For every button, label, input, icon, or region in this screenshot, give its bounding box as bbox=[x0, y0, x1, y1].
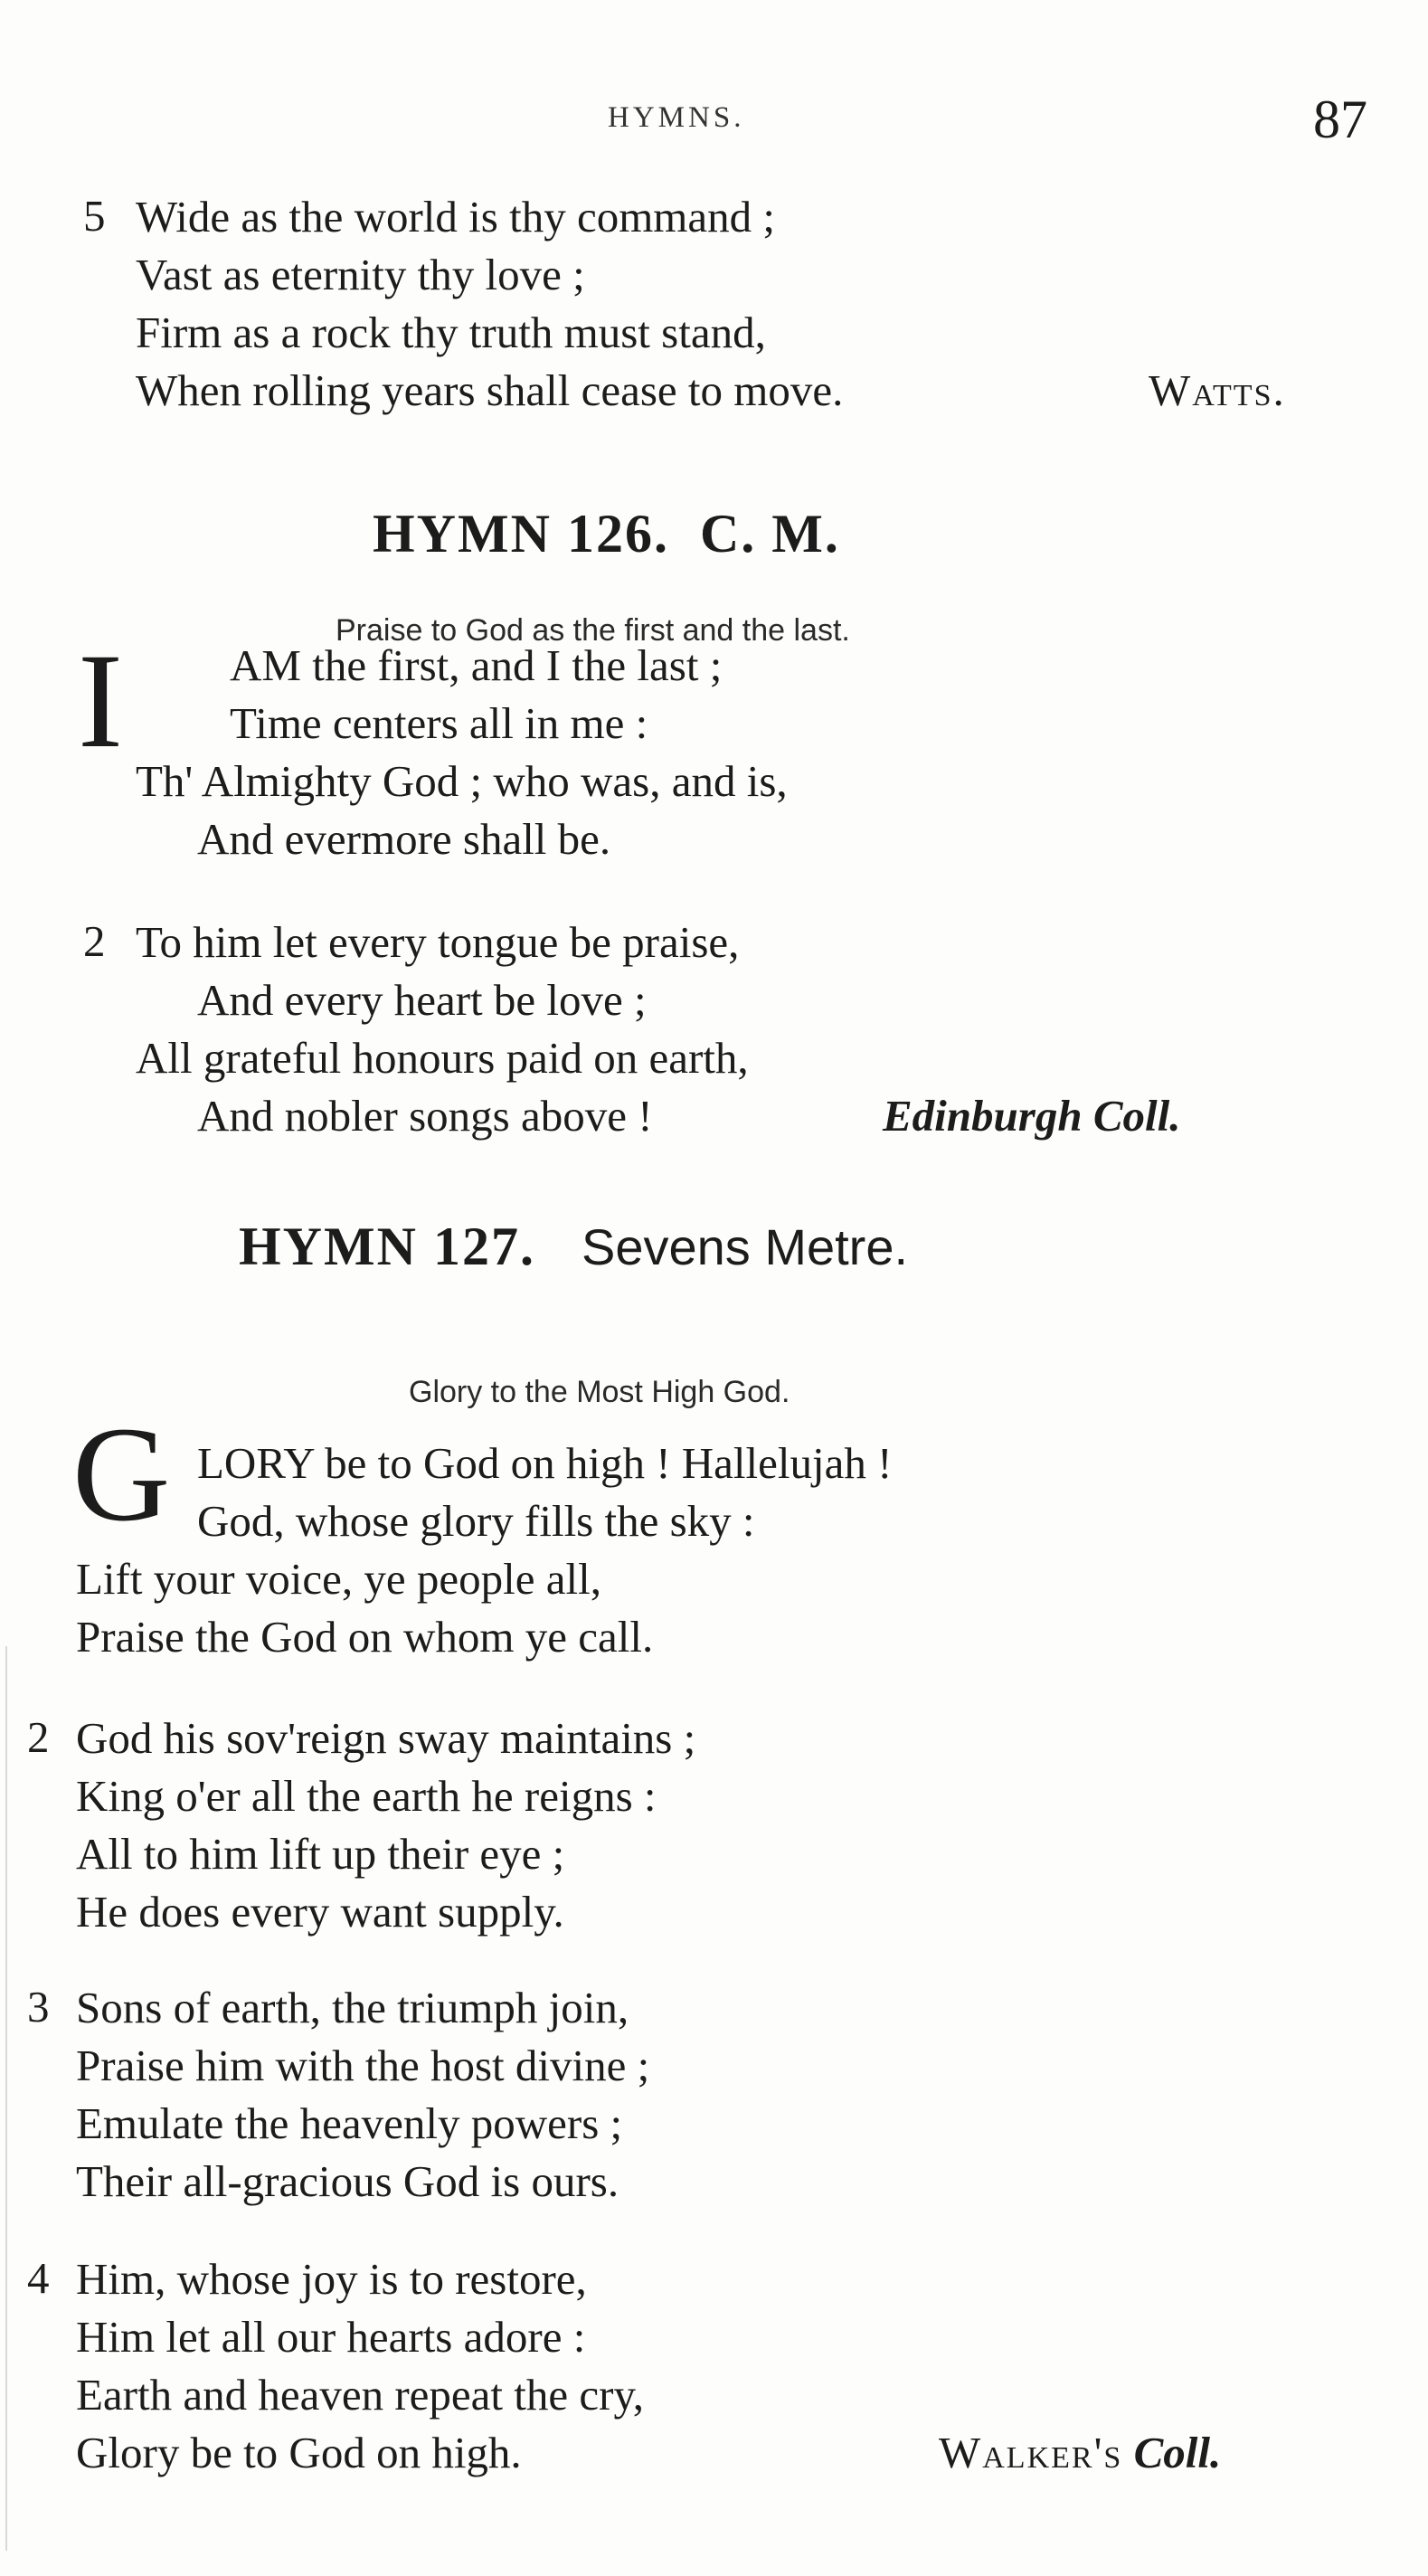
verse-line: Wide as the world is thy command ; bbox=[136, 192, 776, 242]
verse-line: When rolling years shall cease to move. bbox=[136, 365, 844, 415]
hymn-number: HYMN 126. bbox=[373, 504, 669, 564]
running-title: HYMNS. bbox=[608, 101, 745, 134]
attribution: Watts. bbox=[1149, 365, 1286, 415]
verse-line: King o'er all the earth he reigns : bbox=[76, 1771, 657, 1821]
page-edge-shadow bbox=[5, 1646, 7, 2551]
verse-line: Praise him with the host divine ; bbox=[76, 2041, 650, 2090]
hymn-subtitle: Praise to God as the first and the last. bbox=[336, 613, 850, 648]
hymn-metre: Sevens Metre. bbox=[581, 1218, 909, 1275]
verse-number: 3 bbox=[27, 1982, 50, 2031]
verse-line: And every heart be love ; bbox=[197, 975, 647, 1025]
verse-line: AM the first, and I the last ; bbox=[230, 640, 723, 690]
hymn-title bbox=[373, 503, 840, 565]
verse-line: Vast as eternity thy love ; bbox=[136, 250, 585, 299]
page-number: 87 bbox=[1313, 90, 1367, 149]
hymn-metre: C. M. bbox=[699, 504, 840, 564]
attribution bbox=[939, 2424, 1221, 2482]
attribution-collection: Coll. bbox=[1133, 2428, 1222, 2477]
hymn-subtitle: Glory to the Most High God. bbox=[409, 1375, 790, 1409]
verse-line: Their all-gracious God is ours. bbox=[76, 2156, 619, 2206]
verse-line: All grateful honours paid on earth, bbox=[136, 1033, 749, 1083]
verse-line: Th' Almighty God ; who was, and is, bbox=[136, 756, 788, 806]
attribution: Edinburgh Coll. bbox=[883, 1091, 1181, 1141]
verse-line: Emulate the heavenly powers ; bbox=[76, 2098, 623, 2148]
verse-line: Lift your voice, ye people all, bbox=[76, 1554, 601, 1604]
verse-line: To him let every tongue be praise, bbox=[136, 917, 740, 967]
verse-line: Praise the God on whom ye call. bbox=[76, 1612, 654, 1662]
verse-number: 2 bbox=[27, 1712, 50, 1762]
drop-cap: G bbox=[72, 1399, 171, 1549]
hymn-number: HYMN 127. bbox=[239, 1217, 535, 1276]
drop-cap: I bbox=[78, 626, 123, 776]
verse-line: Sons of earth, the triumph join, bbox=[76, 1983, 629, 2032]
verse-line: Glory be to God on high. bbox=[76, 2428, 522, 2477]
verse-number: 5 bbox=[83, 191, 106, 241]
verse-line: Earth and heaven repeat the cry, bbox=[76, 2370, 645, 2420]
verse-line: Firm as a rock thy truth must stand, bbox=[136, 308, 766, 357]
verse-line: LORY be to God on high ! Hallelujah ! bbox=[197, 1438, 893, 1488]
verse-line: All to him lift up their eye ; bbox=[76, 1829, 565, 1879]
verse-line: Him, whose joy is to restore, bbox=[76, 2254, 587, 2304]
verse-line: And nobler songs above ! bbox=[197, 1091, 653, 1141]
verse-number: 2 bbox=[83, 916, 106, 966]
verse-line: God, whose glory fills the sky : bbox=[197, 1496, 755, 1546]
verse-line: And evermore shall be. bbox=[197, 814, 611, 864]
verse-line: Time centers all in me : bbox=[230, 698, 648, 748]
verse-number: 4 bbox=[27, 2253, 50, 2303]
hymn-title bbox=[239, 1216, 908, 1278]
verse-line: Him let all our hearts adore : bbox=[76, 2312, 586, 2362]
verse-line: God his sov'reign sway maintains ; bbox=[76, 1713, 696, 1763]
attribution-name: Walker's bbox=[939, 2428, 1123, 2477]
verse-line: He does every want supply. bbox=[76, 1887, 564, 1937]
